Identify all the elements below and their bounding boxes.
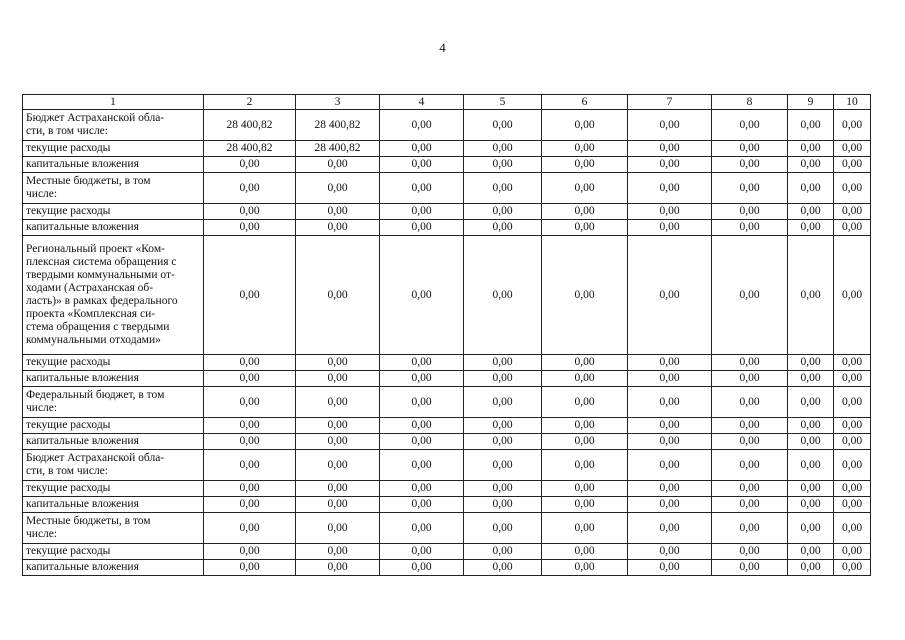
value-cell: 0,00 [296, 173, 380, 204]
value-cell: 0,00 [834, 110, 871, 141]
value-cell: 0,00 [788, 204, 834, 220]
column-header: 10 [834, 95, 871, 110]
value-cell: 0,00 [628, 204, 712, 220]
value-cell: 0,00 [296, 434, 380, 450]
value-cell: 0,00 [712, 110, 788, 141]
value-cell: 0,00 [788, 497, 834, 513]
value-cell: 0,00 [542, 434, 628, 450]
value-cell: 0,00 [628, 173, 712, 204]
value-cell: 0,00 [788, 110, 834, 141]
value-cell: 0,00 [380, 513, 464, 544]
value-cell: 28 400,82 [296, 141, 380, 157]
table-row [23, 481, 871, 497]
row-label: капитальные вложения [23, 157, 204, 173]
value-cell: 0,00 [204, 513, 296, 544]
value-cell: 0,00 [380, 355, 464, 371]
value-cell: 0,00 [834, 220, 871, 236]
value-cell: 0,00 [380, 434, 464, 450]
value-cell: 0,00 [628, 481, 712, 497]
value-cell: 0,00 [204, 544, 296, 560]
value-cell: 0,00 [628, 371, 712, 387]
value-cell: 0,00 [788, 220, 834, 236]
column-header: 9 [788, 95, 834, 110]
value-cell: 0,00 [204, 371, 296, 387]
value-cell: 0,00 [204, 481, 296, 497]
column-header: 7 [628, 95, 712, 110]
value-cell: 0,00 [464, 450, 542, 481]
value-cell: 0,00 [542, 220, 628, 236]
row-label: капитальные вложения [23, 434, 204, 450]
value-cell: 0,00 [380, 371, 464, 387]
value-cell: 0,00 [628, 110, 712, 141]
value-cell: 0,00 [788, 387, 834, 418]
value-cell: 0,00 [712, 173, 788, 204]
value-cell: 0,00 [204, 204, 296, 220]
value-cell: 0,00 [788, 141, 834, 157]
value-cell: 0,00 [296, 418, 380, 434]
row-label: капитальные вложения [23, 497, 204, 513]
value-cell: 0,00 [628, 513, 712, 544]
value-cell: 0,00 [204, 418, 296, 434]
value-cell: 0,00 [788, 157, 834, 173]
table-row [23, 544, 871, 560]
row-label: капитальные вложения [23, 560, 204, 576]
value-cell: 0,00 [204, 173, 296, 204]
value-cell: 0,00 [542, 236, 628, 355]
column-header: 6 [542, 95, 628, 110]
value-cell: 0,00 [788, 236, 834, 355]
value-cell: 0,00 [712, 387, 788, 418]
value-cell: 0,00 [542, 387, 628, 418]
value-cell: 0,00 [204, 560, 296, 576]
value-cell: 0,00 [380, 204, 464, 220]
value-cell: 0,00 [380, 418, 464, 434]
value-cell: 0,00 [628, 141, 712, 157]
value-cell: 0,00 [296, 204, 380, 220]
value-cell: 0,00 [712, 355, 788, 371]
table-row [23, 236, 871, 355]
value-cell: 0,00 [712, 450, 788, 481]
table-row [23, 371, 871, 387]
column-header: 2 [204, 95, 296, 110]
value-cell: 0,00 [464, 220, 542, 236]
row-label: текущие расходы [23, 204, 204, 220]
value-cell: 0,00 [380, 220, 464, 236]
value-cell: 0,00 [788, 544, 834, 560]
value-cell: 0,00 [788, 450, 834, 481]
table-row [23, 418, 871, 434]
value-cell: 0,00 [464, 481, 542, 497]
value-cell: 0,00 [542, 371, 628, 387]
value-cell: 0,00 [628, 236, 712, 355]
table-row [23, 434, 871, 450]
budget-table [22, 94, 871, 576]
value-cell: 0,00 [380, 450, 464, 481]
value-cell: 0,00 [628, 450, 712, 481]
table-row [23, 220, 871, 236]
value-cell: 0,00 [712, 497, 788, 513]
value-cell: 0,00 [542, 450, 628, 481]
table-row [23, 157, 871, 173]
value-cell: 0,00 [204, 236, 296, 355]
value-cell: 0,00 [380, 387, 464, 418]
value-cell: 0,00 [712, 418, 788, 434]
value-cell: 0,00 [834, 387, 871, 418]
value-cell: 0,00 [628, 355, 712, 371]
value-cell: 0,00 [542, 204, 628, 220]
value-cell: 0,00 [834, 513, 871, 544]
value-cell: 0,00 [380, 173, 464, 204]
value-cell: 0,00 [296, 355, 380, 371]
value-cell: 0,00 [464, 371, 542, 387]
value-cell: 0,00 [712, 371, 788, 387]
value-cell: 0,00 [464, 560, 542, 576]
value-cell: 0,00 [542, 157, 628, 173]
value-cell: 0,00 [834, 141, 871, 157]
value-cell: 0,00 [464, 204, 542, 220]
value-cell: 0,00 [788, 481, 834, 497]
value-cell: 0,00 [788, 371, 834, 387]
value-cell: 0,00 [464, 544, 542, 560]
value-cell: 0,00 [204, 434, 296, 450]
row-label: Местные бюджеты, в том числе: [23, 173, 204, 204]
column-header: 4 [380, 95, 464, 110]
table-row [23, 560, 871, 576]
value-cell: 0,00 [788, 560, 834, 576]
value-cell: 0,00 [296, 513, 380, 544]
value-cell: 0,00 [712, 157, 788, 173]
value-cell: 0,00 [296, 450, 380, 481]
value-cell: 0,00 [204, 220, 296, 236]
value-cell: 0,00 [464, 355, 542, 371]
value-cell: 0,00 [542, 141, 628, 157]
value-cell: 0,00 [464, 110, 542, 141]
row-label: текущие расходы [23, 544, 204, 560]
value-cell: 0,00 [380, 236, 464, 355]
value-cell: 0,00 [296, 220, 380, 236]
row-label: текущие расходы [23, 418, 204, 434]
value-cell: 0,00 [788, 513, 834, 544]
table-row [23, 497, 871, 513]
value-cell: 0,00 [712, 481, 788, 497]
column-header: 8 [712, 95, 788, 110]
value-cell: 0,00 [834, 450, 871, 481]
value-cell: 0,00 [204, 157, 296, 173]
value-cell: 0,00 [542, 513, 628, 544]
value-cell: 28 400,82 [204, 141, 296, 157]
value-cell: 0,00 [380, 157, 464, 173]
value-cell: 0,00 [296, 481, 380, 497]
value-cell: 0,00 [464, 418, 542, 434]
header-row [23, 95, 871, 110]
value-cell: 0,00 [788, 418, 834, 434]
row-label: Местные бюджеты, в том числе: [23, 513, 204, 544]
value-cell: 0,00 [542, 544, 628, 560]
value-cell: 0,00 [296, 371, 380, 387]
value-cell: 0,00 [380, 110, 464, 141]
table-row [23, 110, 871, 141]
value-cell: 0,00 [834, 418, 871, 434]
value-cell: 0,00 [834, 204, 871, 220]
value-cell: 0,00 [834, 173, 871, 204]
value-cell: 0,00 [542, 355, 628, 371]
value-cell: 0,00 [834, 481, 871, 497]
value-cell: 0,00 [296, 236, 380, 355]
row-label: текущие расходы [23, 481, 204, 497]
value-cell: 0,00 [464, 434, 542, 450]
value-cell: 0,00 [628, 544, 712, 560]
column-header: 5 [464, 95, 542, 110]
value-cell: 0,00 [788, 355, 834, 371]
value-cell: 0,00 [712, 434, 788, 450]
value-cell: 0,00 [464, 173, 542, 204]
value-cell: 0,00 [788, 173, 834, 204]
table-row [23, 387, 871, 418]
row-label: капитальные вложения [23, 371, 204, 387]
value-cell: 0,00 [464, 387, 542, 418]
value-cell: 0,00 [380, 560, 464, 576]
value-cell: 0,00 [542, 418, 628, 434]
value-cell: 0,00 [380, 544, 464, 560]
value-cell: 0,00 [628, 418, 712, 434]
page-number: 4 [439, 40, 446, 55]
row-label: Бюджет Астраханской обла- сти, в том числе: [23, 450, 204, 481]
column-header: 1 [23, 95, 204, 110]
value-cell: 0,00 [296, 387, 380, 418]
value-cell: 0,00 [464, 497, 542, 513]
value-cell: 0,00 [712, 513, 788, 544]
value-cell: 0,00 [834, 544, 871, 560]
value-cell: 0,00 [628, 560, 712, 576]
value-cell: 0,00 [542, 173, 628, 204]
value-cell: 0,00 [204, 497, 296, 513]
value-cell: 0,00 [628, 387, 712, 418]
value-cell: 0,00 [834, 371, 871, 387]
row-label: Региональный проект «Ком- плексная система обращения с твердыми коммунальными от- ходами (Астраханская об- ласть)» в рамках федерального проекта «Комплексная си- стема обращения с твердыми коммунальными отходами» [23, 236, 204, 355]
value-cell: 0,00 [834, 157, 871, 173]
value-cell: 0,00 [380, 481, 464, 497]
value-cell: 0,00 [628, 497, 712, 513]
table-row [23, 355, 871, 371]
row-label: капитальные вложения [23, 220, 204, 236]
value-cell: 0,00 [464, 157, 542, 173]
value-cell: 0,00 [712, 560, 788, 576]
value-cell: 0,00 [712, 236, 788, 355]
value-cell: 0,00 [296, 497, 380, 513]
row-label: Федеральный бюджет, в том числе: [23, 387, 204, 418]
table-row [23, 450, 871, 481]
value-cell: 0,00 [542, 110, 628, 141]
value-cell: 0,00 [464, 513, 542, 544]
value-cell: 0,00 [542, 560, 628, 576]
value-cell: 0,00 [834, 355, 871, 371]
value-cell: 0,00 [712, 220, 788, 236]
value-cell: 0,00 [628, 157, 712, 173]
table-body [23, 95, 871, 576]
value-cell: 0,00 [542, 481, 628, 497]
value-cell: 0,00 [204, 450, 296, 481]
value-cell: 0,00 [464, 141, 542, 157]
value-cell: 0,00 [712, 141, 788, 157]
table-row [23, 173, 871, 204]
value-cell: 28 400,82 [296, 110, 380, 141]
value-cell: 0,00 [204, 387, 296, 418]
row-label: текущие расходы [23, 355, 204, 371]
value-cell: 0,00 [712, 544, 788, 560]
value-cell: 0,00 [712, 204, 788, 220]
row-label: Бюджет Астраханской обла- сти, в том числе: [23, 110, 204, 141]
table-row [23, 513, 871, 544]
table-row [23, 204, 871, 220]
column-header: 3 [296, 95, 380, 110]
value-cell: 0,00 [296, 157, 380, 173]
row-label: текущие расходы [23, 141, 204, 157]
value-cell: 0,00 [464, 236, 542, 355]
value-cell: 0,00 [788, 434, 834, 450]
value-cell: 0,00 [834, 236, 871, 355]
value-cell: 0,00 [380, 141, 464, 157]
value-cell: 0,00 [380, 497, 464, 513]
value-cell: 28 400,82 [204, 110, 296, 141]
value-cell: 0,00 [296, 544, 380, 560]
value-cell: 0,00 [204, 355, 296, 371]
value-cell: 0,00 [628, 434, 712, 450]
table-row [23, 141, 871, 157]
value-cell: 0,00 [628, 220, 712, 236]
value-cell: 0,00 [542, 497, 628, 513]
value-cell: 0,00 [834, 434, 871, 450]
value-cell: 0,00 [296, 560, 380, 576]
value-cell: 0,00 [834, 560, 871, 576]
value-cell: 0,00 [834, 497, 871, 513]
